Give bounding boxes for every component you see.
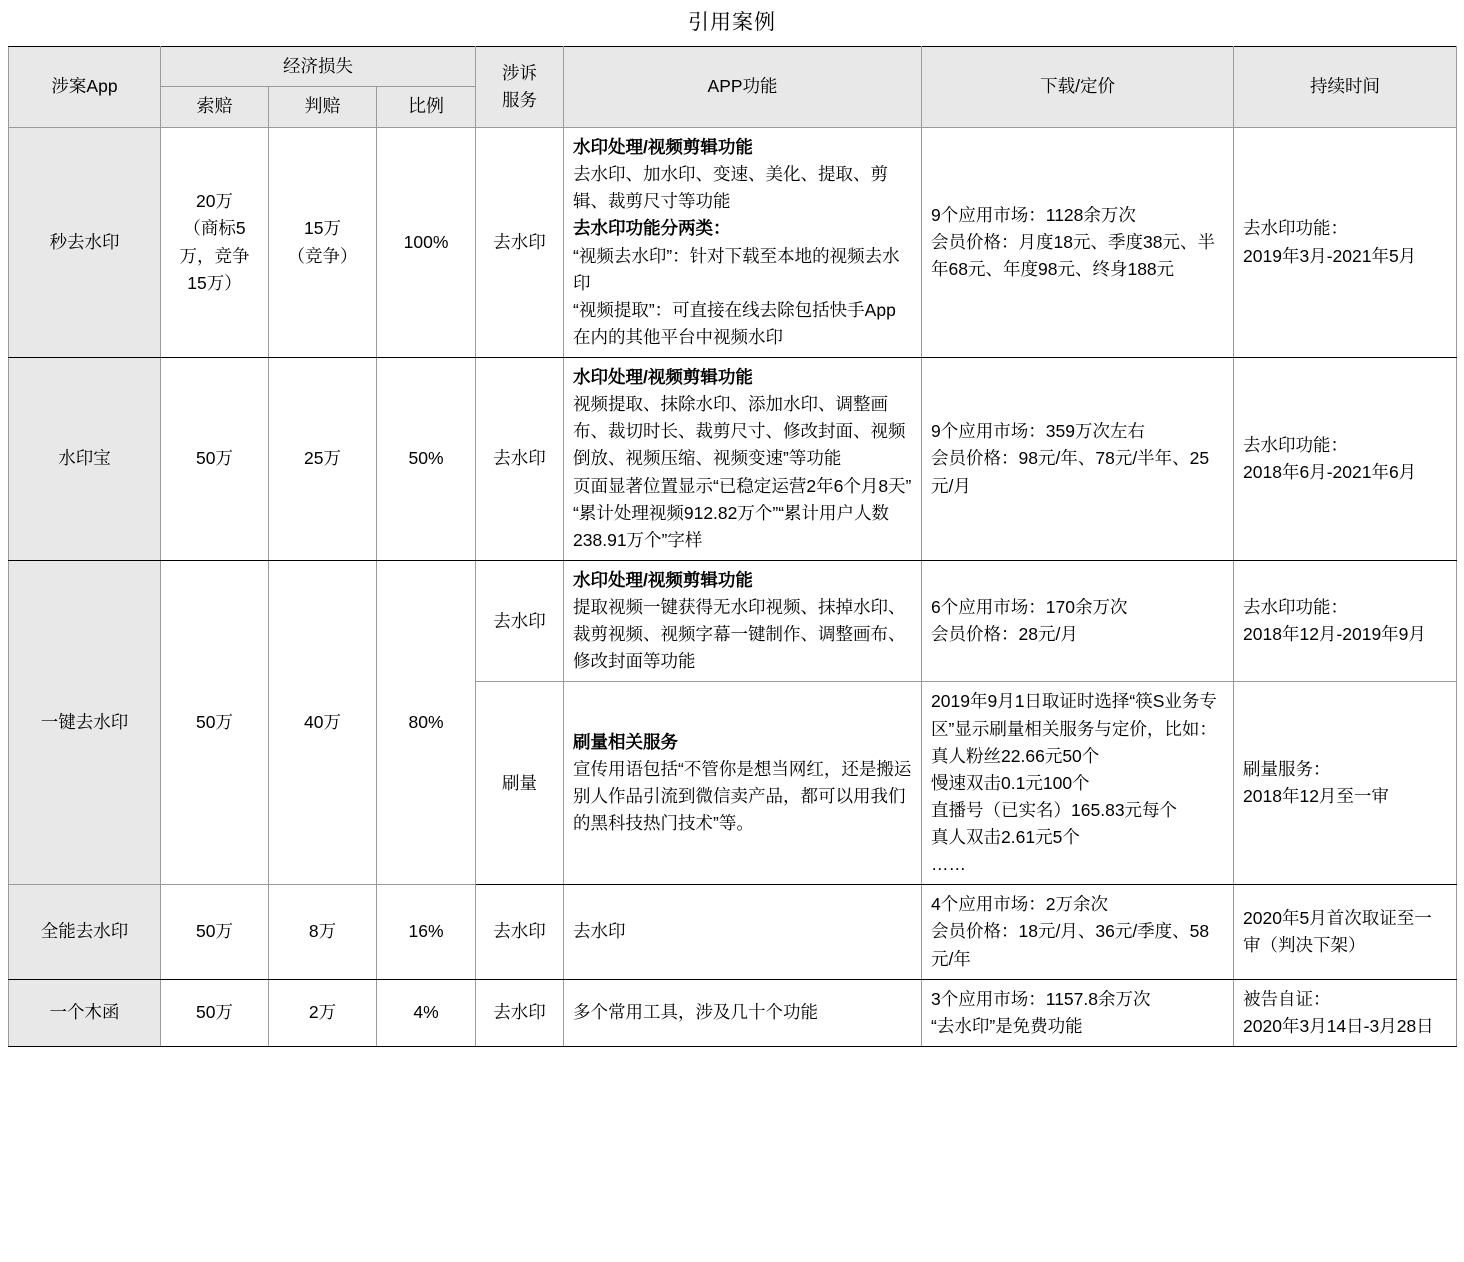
table-body — [9, 128, 1457, 1047]
download-price-line: 4个应用市场：2万余次 — [931, 894, 1108, 915]
cell-award-ratio: 80% — [377, 560, 476, 884]
cell-app-function — [564, 885, 922, 979]
col-header-app-function: APP功能 — [564, 47, 922, 128]
header-row-primary — [9, 47, 1457, 87]
download-price-line: 真人粉丝22.66元50个 — [931, 745, 1100, 766]
download-price-line: 真人双击2.61元5个 — [931, 827, 1080, 848]
function-detail: “视频提取”：可直接在线去除包括快手App在内的其他平台中视频水印 — [573, 299, 896, 347]
page-title: 引用案例 — [688, 11, 776, 34]
cell-app-function — [564, 128, 922, 358]
cell-app-name: 一个木函 — [9, 979, 161, 1046]
cell-app-name: 全能去水印 — [9, 885, 161, 979]
function-detail: 多个常用工具，涉及几十个功能 — [573, 1002, 819, 1023]
duration-line: 去水印功能： — [1243, 597, 1349, 618]
cell-award-ratio: 50% — [377, 358, 476, 561]
cell-accused-service: 去水印 — [476, 885, 564, 979]
cell-duration — [1234, 979, 1457, 1046]
cell-duration — [1234, 358, 1457, 561]
duration-line: 去水印功能： — [1243, 434, 1349, 455]
cell-app-function — [564, 560, 922, 682]
cell-duration — [1234, 128, 1457, 358]
function-detail: 视频提取、抹除水印、添加水印、调整画布、裁切时长、裁剪尺寸、修改封面、视频倒放、视频压缩、视频变速”等功能 — [573, 394, 906, 469]
cell-award-ratio: 4% — [377, 979, 476, 1046]
cell-claim-amount — [161, 885, 269, 979]
claim-line: 50万 — [196, 921, 233, 942]
col-header-ratio: 比例 — [377, 87, 476, 128]
cell-duration — [1234, 560, 1457, 682]
cell-award-amount — [269, 885, 377, 979]
cell-download-price — [922, 885, 1234, 979]
download-price-line: …… — [931, 854, 967, 875]
cell-award-amount — [269, 128, 377, 358]
download-price-line: 6个应用市场：170余万次 — [931, 597, 1128, 618]
cell-app-function — [564, 979, 922, 1046]
col-header-service-line1: 涉诉 — [502, 62, 538, 83]
cell-award-amount — [269, 560, 377, 884]
claim-line: 50万 — [196, 1002, 233, 1023]
award-line: 8万 — [308, 921, 337, 942]
claim-line: 15万） — [187, 272, 242, 293]
table-row — [9, 560, 1457, 682]
duration-line: 2018年12月至一审 — [1243, 786, 1389, 807]
cell-award-ratio: 100% — [377, 128, 476, 358]
duration-line: 2019年3月-2021年5月 — [1243, 245, 1417, 266]
col-header-service — [476, 47, 564, 128]
cell-download-price — [922, 979, 1234, 1046]
cell-accused-service: 去水印 — [476, 979, 564, 1046]
cell-claim-amount — [161, 560, 269, 884]
download-price-line: 慢速双击0.1元100个 — [931, 772, 1090, 793]
cell-claim-amount — [161, 358, 269, 561]
award-line: 40万 — [304, 712, 341, 733]
download-price-line: 会员价格：月度18元、季度38元、半年68元、年度98元、终身188元 — [931, 231, 1215, 280]
table-row — [9, 358, 1457, 561]
col-header-award: 判赔 — [269, 87, 377, 128]
download-price-line: “去水印”是免费功能 — [931, 1015, 1083, 1036]
cell-duration — [1234, 682, 1457, 885]
claim-line: 万，竞争 — [179, 245, 250, 266]
download-price-line: 会员价格：18元/月、36元/季度、58元/年 — [931, 921, 1210, 969]
cell-app-function — [564, 682, 922, 885]
claim-line: 50万 — [196, 712, 233, 733]
duration-line: 去水印功能： — [1243, 218, 1349, 239]
cell-app-function — [564, 358, 922, 561]
function-heading: 刷量相关服务 — [573, 732, 679, 753]
col-header-service-line2: 服务 — [502, 90, 538, 110]
col-header-claim: 索赔 — [161, 87, 269, 128]
cell-download-price — [922, 128, 1234, 358]
claim-line: （商标5 — [183, 218, 246, 239]
award-line: 2万 — [308, 1002, 337, 1023]
function-detail: “视频去水印”：针对下载至本地的视频去水印 — [573, 245, 900, 293]
cell-download-price — [922, 682, 1234, 885]
table-row — [9, 979, 1457, 1046]
function-detail: 去水印、加水印、变速、美化、提取、剪辑、裁剪尺寸等功能 — [573, 164, 889, 212]
function-detail: 去水印 — [573, 921, 626, 942]
cell-accused-service: 去水印 — [476, 560, 564, 682]
claim-line: 20万 — [196, 191, 233, 212]
cell-accused-service: 去水印 — [476, 128, 564, 358]
award-line: 15万 — [304, 218, 341, 239]
duration-line: 刷量服务： — [1243, 759, 1331, 780]
award-line: 25万 — [304, 448, 341, 469]
download-price-line: 9个应用市场：1128余万次 — [931, 204, 1136, 225]
case-reference-table — [8, 46, 1457, 1047]
cell-claim-amount — [161, 979, 269, 1046]
cell-award-ratio: 16% — [377, 885, 476, 979]
col-header-duration: 持续时间 — [1234, 47, 1457, 128]
cell-download-price — [922, 358, 1234, 561]
table-row — [9, 885, 1457, 979]
col-header-download-price: 下载/定价 — [922, 47, 1234, 128]
cell-download-price — [922, 560, 1234, 682]
claim-line: 50万 — [196, 448, 233, 469]
cell-claim-amount — [161, 128, 269, 358]
download-price-line: 2019年9月1日取证时选择“筷S业务专区”显示刷量相关服务与定价，比如： — [931, 691, 1217, 739]
cell-accused-service: 刷量 — [476, 682, 564, 885]
award-line: （竞争） — [287, 245, 358, 266]
cell-award-amount — [269, 358, 377, 561]
duration-line: 2018年6月-2021年6月 — [1243, 461, 1417, 482]
cell-app-name: 水印宝 — [9, 358, 161, 561]
function-detail: 页面显著位置显示“已稳定运营2年6个月8天”“累计处理视频912.82万个”“累计用户人数238.91万个”字样 — [573, 475, 912, 550]
download-price-line: 会员价格：98元/年、78元/半年、25元/月 — [931, 448, 1210, 496]
cell-award-amount — [269, 979, 377, 1046]
duration-line: 被告自证： — [1243, 988, 1331, 1009]
duration-line: 2018年12月-2019年9月 — [1243, 624, 1426, 645]
download-price-line: 会员价格：28元/月 — [931, 624, 1078, 645]
duration-line: 2020年3月14日-3月28日 — [1243, 1015, 1434, 1036]
download-price-line: 3个应用市场：1157.8余万次 — [931, 988, 1151, 1009]
cell-accused-service: 去水印 — [476, 358, 564, 561]
function-heading: 水印处理/视频剪辑功能 — [573, 569, 753, 590]
table-header — [9, 47, 1457, 128]
cell-duration — [1234, 885, 1457, 979]
function-detail: 提取视频一键获得无水印视频、抹掉水印、裁剪视频、视频字幕一键制作、调整画布、修改封面等功能 — [573, 597, 906, 672]
download-price-line: 9个应用市场：359万次左右 — [931, 421, 1145, 442]
col-header-economic-loss: 经济损失 — [161, 47, 476, 87]
table-row — [9, 128, 1457, 358]
cell-app-name: 秒去水印 — [9, 128, 161, 358]
function-heading: 水印处理/视频剪辑功能 — [573, 367, 753, 388]
function-heading: 水印处理/视频剪辑功能 — [573, 137, 753, 158]
cell-app-name: 一键去水印 — [9, 560, 161, 884]
function-detail: 宣传用语包括“不管你是想当网红，还是搬运别人作品引流到微信卖产品，都可以用我们的黑科技热门技术”等。 — [573, 759, 912, 834]
col-header-app: 涉案App — [9, 47, 161, 128]
function-heading: 去水印功能分两类： — [573, 218, 731, 239]
download-price-line: 直播号（已实名）165.83元每个 — [931, 799, 1178, 820]
duration-line: 2020年5月首次取证至一审（判决下架） — [1243, 907, 1432, 955]
